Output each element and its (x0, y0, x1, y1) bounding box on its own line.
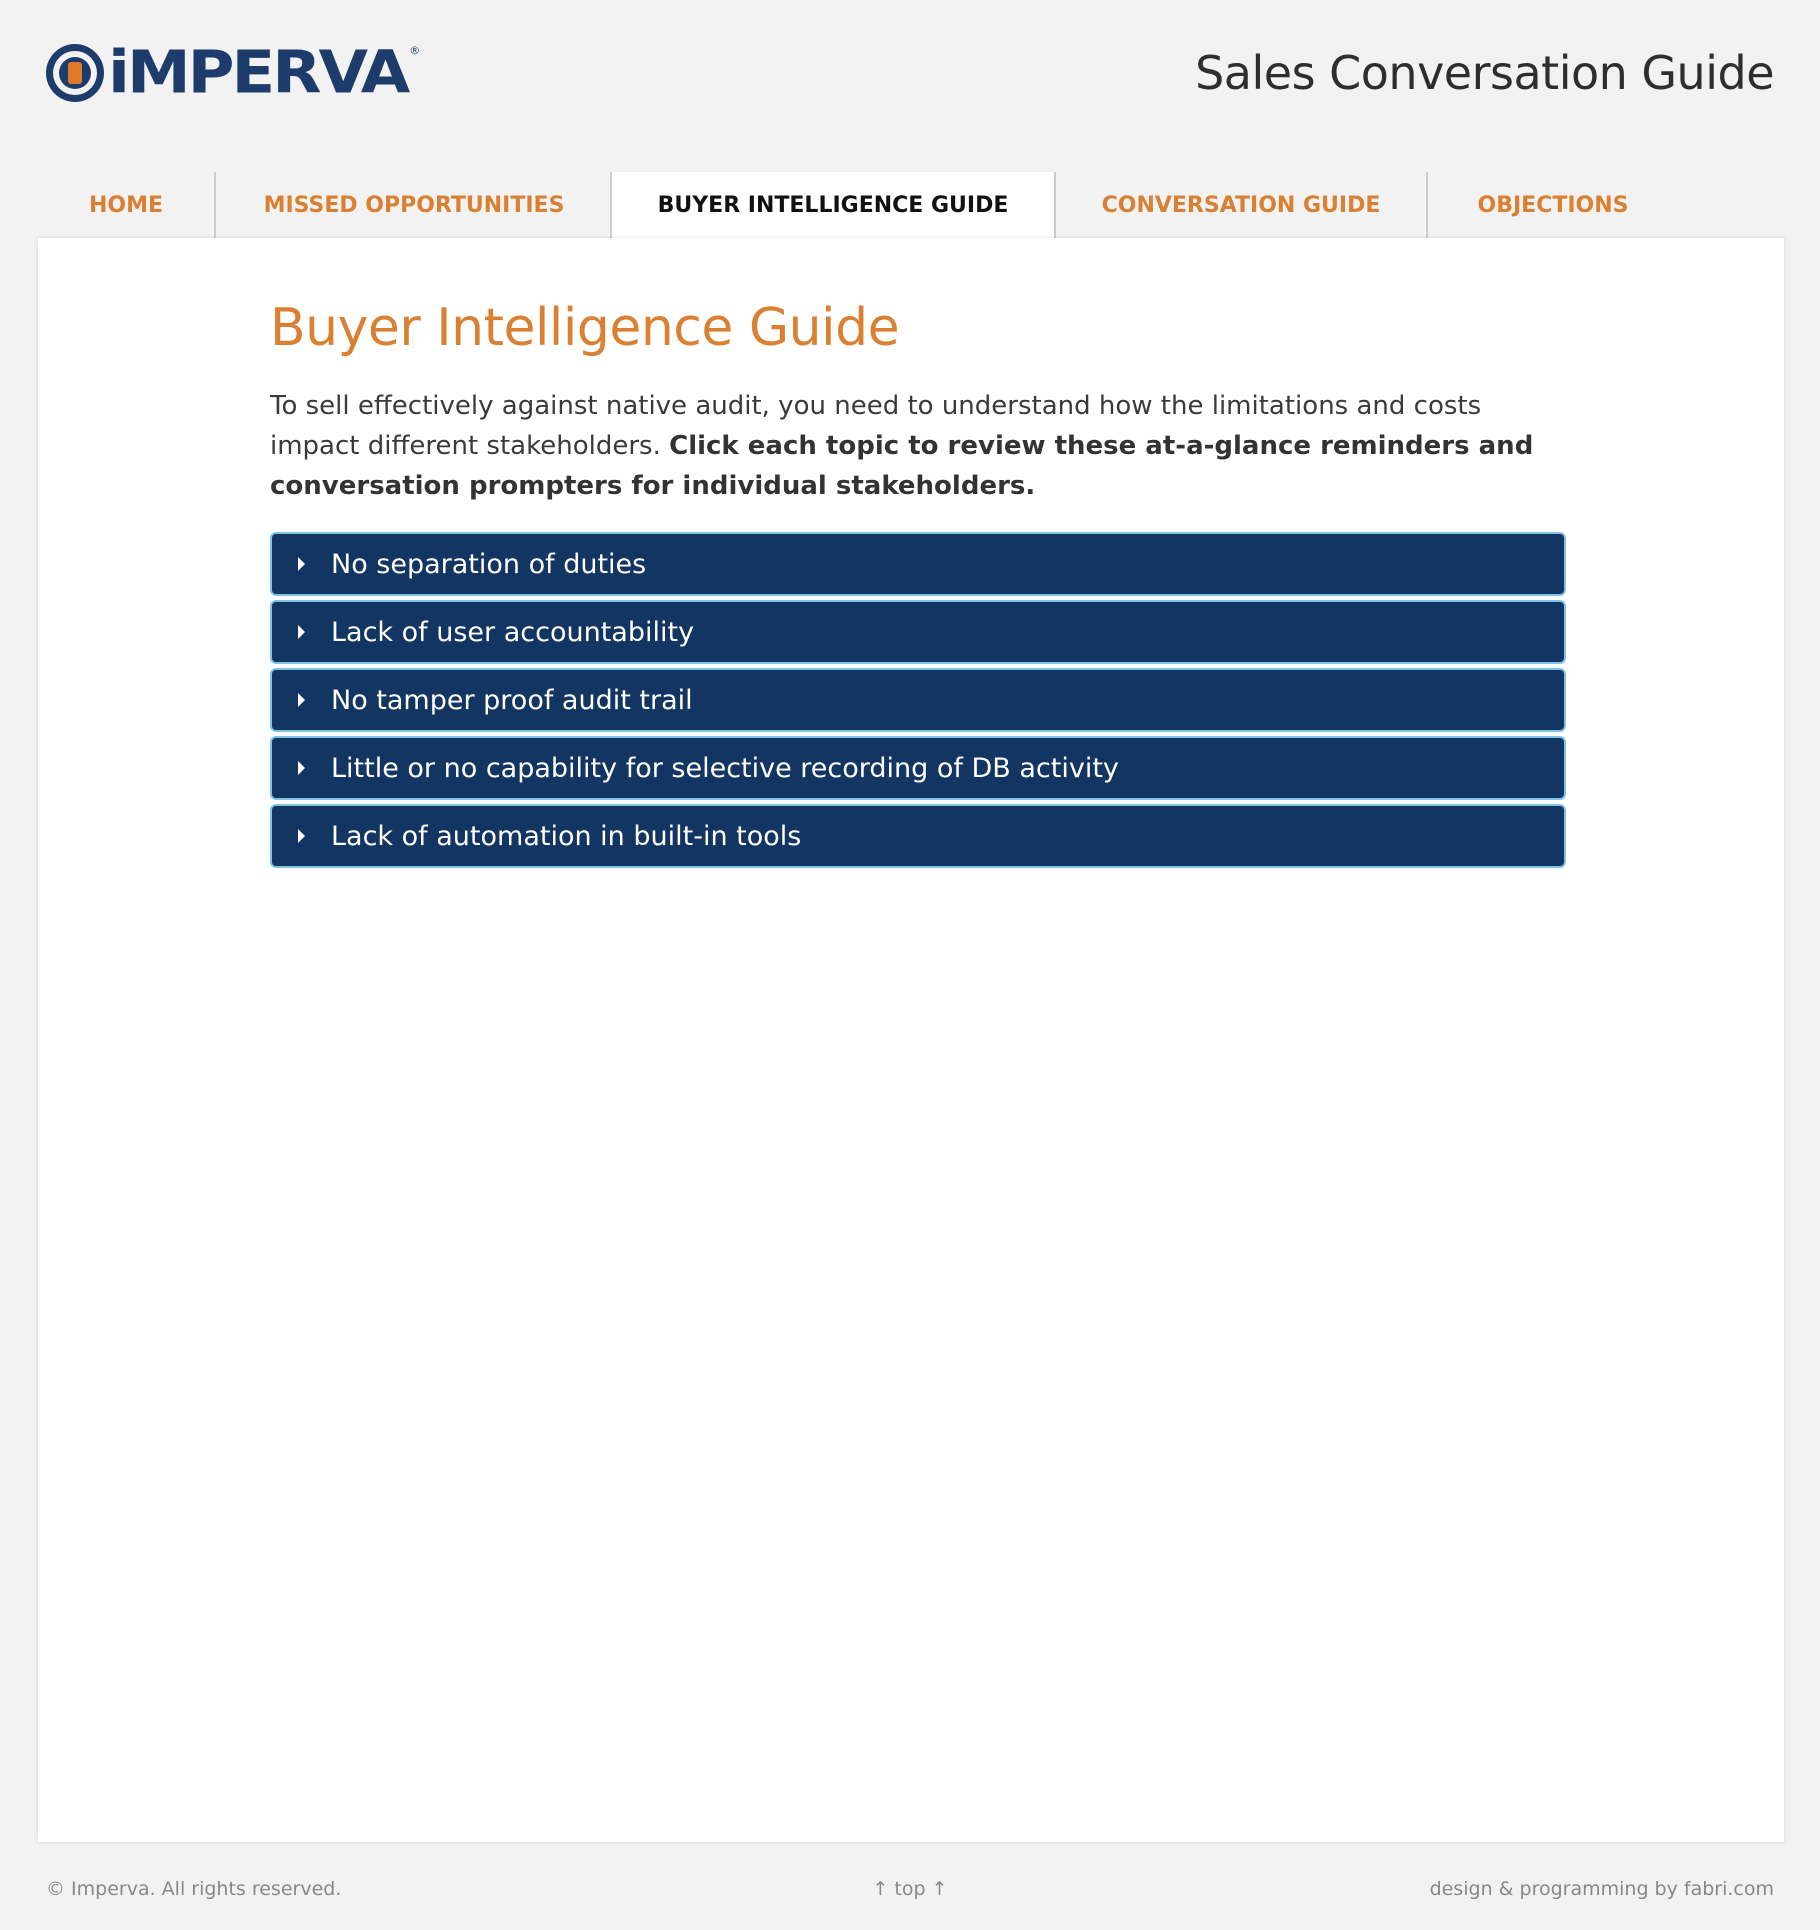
site-title: Sales Conversation Guide (1195, 46, 1774, 100)
tab-missed-opportunities[interactable]: MISSED OPPORTUNITIES (263, 192, 565, 218)
caret-right-icon (298, 625, 305, 639)
tab-buyer-intelligence-guide[interactable]: BUYER INTELLIGENCE GUIDE (610, 172, 1056, 238)
tab-objections[interactable]: OBJECTIONS (1477, 192, 1629, 218)
content-panel (38, 238, 1784, 1842)
accordion-item-lack-of-user-accountability[interactable] (270, 600, 1566, 664)
main-nav-tabs (38, 172, 1678, 238)
page-title: Buyer Intelligence Guide (270, 298, 900, 358)
intro-text: To sell effectively against native audit, you need to understand how the limitations and costs impact different stakeholders. (270, 391, 1482, 461)
accordion-item-no-tamper-proof-audit-trail[interactable] (270, 668, 1566, 732)
tab-home[interactable]: HOME (38, 172, 216, 238)
logo-registered-mark: ® (409, 44, 421, 57)
caret-right-icon (298, 829, 305, 843)
accordion-item-lack-of-automation[interactable] (270, 804, 1566, 868)
tab-conversation-guide[interactable]: CONVERSATION GUIDE (1056, 172, 1428, 238)
intro-paragraph (270, 386, 1566, 506)
accordion-item-label: Lack of user accountability (331, 616, 695, 648)
main-content (270, 296, 1566, 872)
imperva-logo[interactable] (46, 38, 421, 108)
accordion-item-label: No tamper proof audit trail (331, 684, 693, 716)
imperva-logo-icon (46, 44, 104, 102)
accordion-item-no-separation-of-duties[interactable] (270, 532, 1566, 596)
page-footer (0, 1878, 1820, 1908)
back-to-top-link[interactable]: ↑ top ↑ (872, 1878, 948, 1900)
topic-accordion (270, 532, 1566, 868)
accordion-item-selective-recording[interactable] (270, 736, 1566, 800)
accordion-item-label: No separation of duties (331, 548, 647, 580)
accordion-item-label: Lack of automation in built-in tools (331, 820, 802, 852)
caret-right-icon (298, 693, 305, 707)
logo-wordmark: iMPERVA (108, 38, 408, 108)
intro-bold-text: Click each topic to review these at-a-glance reminders and conversation prompters for individual stakeholders. (270, 431, 1534, 501)
accordion-item-label: Little or no capability for selective recording of DB activity (331, 752, 1119, 784)
caret-right-icon (298, 761, 305, 775)
credit-link[interactable]: design & programming by fabri.com (1429, 1878, 1774, 1900)
caret-right-icon (298, 557, 305, 571)
page-header (0, 0, 1820, 172)
copyright-text: © Imperva. All rights reserved. (46, 1878, 342, 1900)
